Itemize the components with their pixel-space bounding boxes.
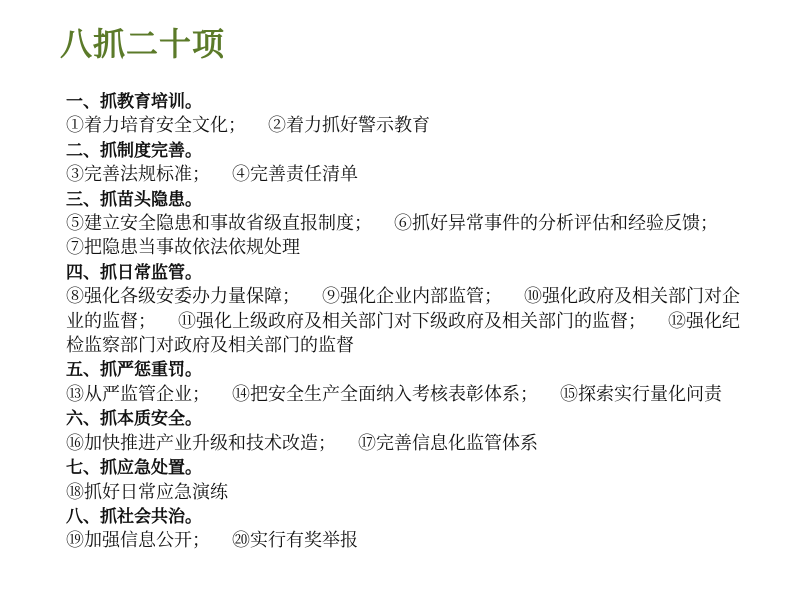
section-items xyxy=(66,383,746,407)
list-item: ⑫强化纪检监察部门对政府及相关部门的监督 xyxy=(66,310,740,357)
section-heading: 三、抓苗头隐患。 xyxy=(66,189,202,210)
section-6 xyxy=(66,407,746,456)
list-item: ③完善法规标准； xyxy=(66,164,210,186)
section-heading: 二、抓制度完善。 xyxy=(66,140,202,161)
section-4 xyxy=(66,261,746,359)
section-heading: 四、抓日常监管。 xyxy=(66,262,202,283)
section-items xyxy=(66,285,746,358)
list-item: ⑭把安全生产全面纳入考核表彰体系； xyxy=(232,383,538,405)
list-item: ⑮探索实行量化问责 xyxy=(560,383,722,405)
section-7 xyxy=(66,456,746,505)
section-heading: 五、抓严惩重罚。 xyxy=(66,360,202,381)
list-item: ⑥抓好异常事件的分析评估和经验反馈； xyxy=(394,213,718,235)
list-item: ⑳实行有奖举报 xyxy=(232,530,358,552)
section-2 xyxy=(66,139,746,188)
page-title: 八抓二十项 xyxy=(60,25,226,63)
list-item: ⑦把隐患当事故依法依规处理 xyxy=(66,237,300,259)
list-item: ②着力抓好警示教育 xyxy=(268,115,430,137)
list-item: ⑩强化政府及相关部门对企业的监督； xyxy=(66,286,740,332)
section-items xyxy=(66,212,746,261)
section-5 xyxy=(66,358,746,407)
list-item: ⑰完善信息化监管体系 xyxy=(358,432,538,454)
section-1 xyxy=(66,90,746,139)
list-item: ⑨强化企业内部监管； xyxy=(322,286,502,308)
section-items xyxy=(66,114,746,138)
list-item: ⑲加强信息公开； xyxy=(66,530,210,552)
section-8 xyxy=(66,505,746,554)
list-item: ④完善责任清单 xyxy=(232,164,358,186)
section-heading: 八、抓社会共治。 xyxy=(66,506,202,527)
list-item: ⑯加快推进产业升级和技术改造； xyxy=(66,432,336,454)
list-item: ⑱抓好日常应急演练 xyxy=(66,481,228,503)
section-items xyxy=(66,163,746,187)
section-3 xyxy=(66,188,746,261)
section-items xyxy=(66,432,746,456)
section-heading: 七、抓应急处置。 xyxy=(66,458,202,479)
list-item: ⑪强化上级政府及相关部门对下级政府及相关部门的监督； xyxy=(178,310,646,332)
section-items xyxy=(66,529,746,553)
section-heading: 一、抓教育培训。 xyxy=(66,92,202,112)
section-heading: 六、抓本质安全。 xyxy=(66,409,202,430)
list-item: ①着力培育安全文化； xyxy=(66,115,246,137)
list-item: ⑬从严监管企业； xyxy=(66,383,210,405)
content-body xyxy=(66,90,746,554)
list-item: ⑤建立安全隐患和事故省级直报制度； xyxy=(66,213,372,235)
list-item: ⑧强化各级安委办力量保障； xyxy=(66,286,300,308)
section-items xyxy=(66,481,746,505)
